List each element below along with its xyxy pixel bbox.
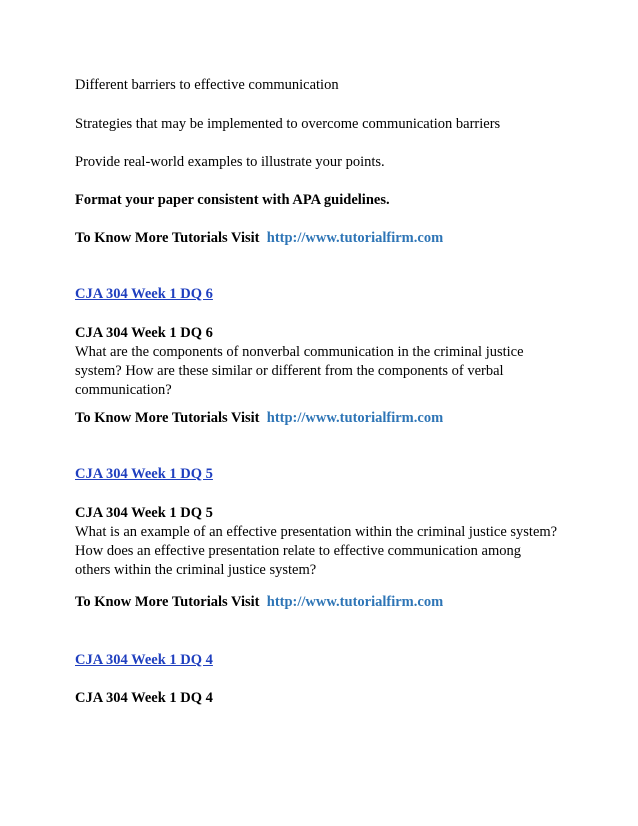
question-line: What is an example of an effective presentation within the criminal justice system? xyxy=(75,524,558,540)
section-question xyxy=(75,343,575,400)
tutorial-prefix: To Know More Tutorials Visit xyxy=(75,410,260,426)
tutorial-link[interactable]: http://www.tutorialfirm.com xyxy=(266,594,444,610)
section-heading-link[interactable]: CJA 304 Week 1 DQ 5 xyxy=(75,466,213,482)
tutorial-prefix: To Know More Tutorials Visit xyxy=(75,230,260,246)
tutorial-visit-line xyxy=(75,593,443,612)
intro-item: Different barriers to effective communication xyxy=(75,77,339,93)
tutorial-prefix: To Know More Tutorials Visit xyxy=(75,594,260,610)
section-question xyxy=(75,523,575,580)
format-note: Format your paper consistent with APA guidelines. xyxy=(75,192,390,208)
section-heading-link[interactable]: CJA 304 Week 1 DQ 4 xyxy=(75,652,213,668)
intro-item: Provide real-world examples to illustrate your points. xyxy=(75,154,385,170)
tutorial-link[interactable]: http://www.tutorialfirm.com xyxy=(266,230,444,246)
tutorial-link[interactable]: http://www.tutorialfirm.com xyxy=(266,410,444,426)
section-title: CJA 304 Week 1 DQ 4 xyxy=(75,690,213,706)
question-line: others within the criminal justice system? xyxy=(75,562,317,578)
question-line: communication? xyxy=(75,382,172,398)
section-title: CJA 304 Week 1 DQ 5 xyxy=(75,505,213,521)
question-line: How does an effective presentation relate to effective communication among xyxy=(75,543,521,559)
question-line: system? How are these similar or different from the components of verbal xyxy=(75,363,504,379)
tutorial-visit-line xyxy=(75,409,443,428)
section-heading-link[interactable]: CJA 304 Week 1 DQ 6 xyxy=(75,286,213,302)
intro-item: Strategies that may be implemented to overcome communication barriers xyxy=(75,116,501,132)
section-title: CJA 304 Week 1 DQ 6 xyxy=(75,325,213,341)
tutorial-visit-line xyxy=(75,229,443,248)
question-line: What are the components of nonverbal communication in the criminal justice xyxy=(75,344,524,360)
